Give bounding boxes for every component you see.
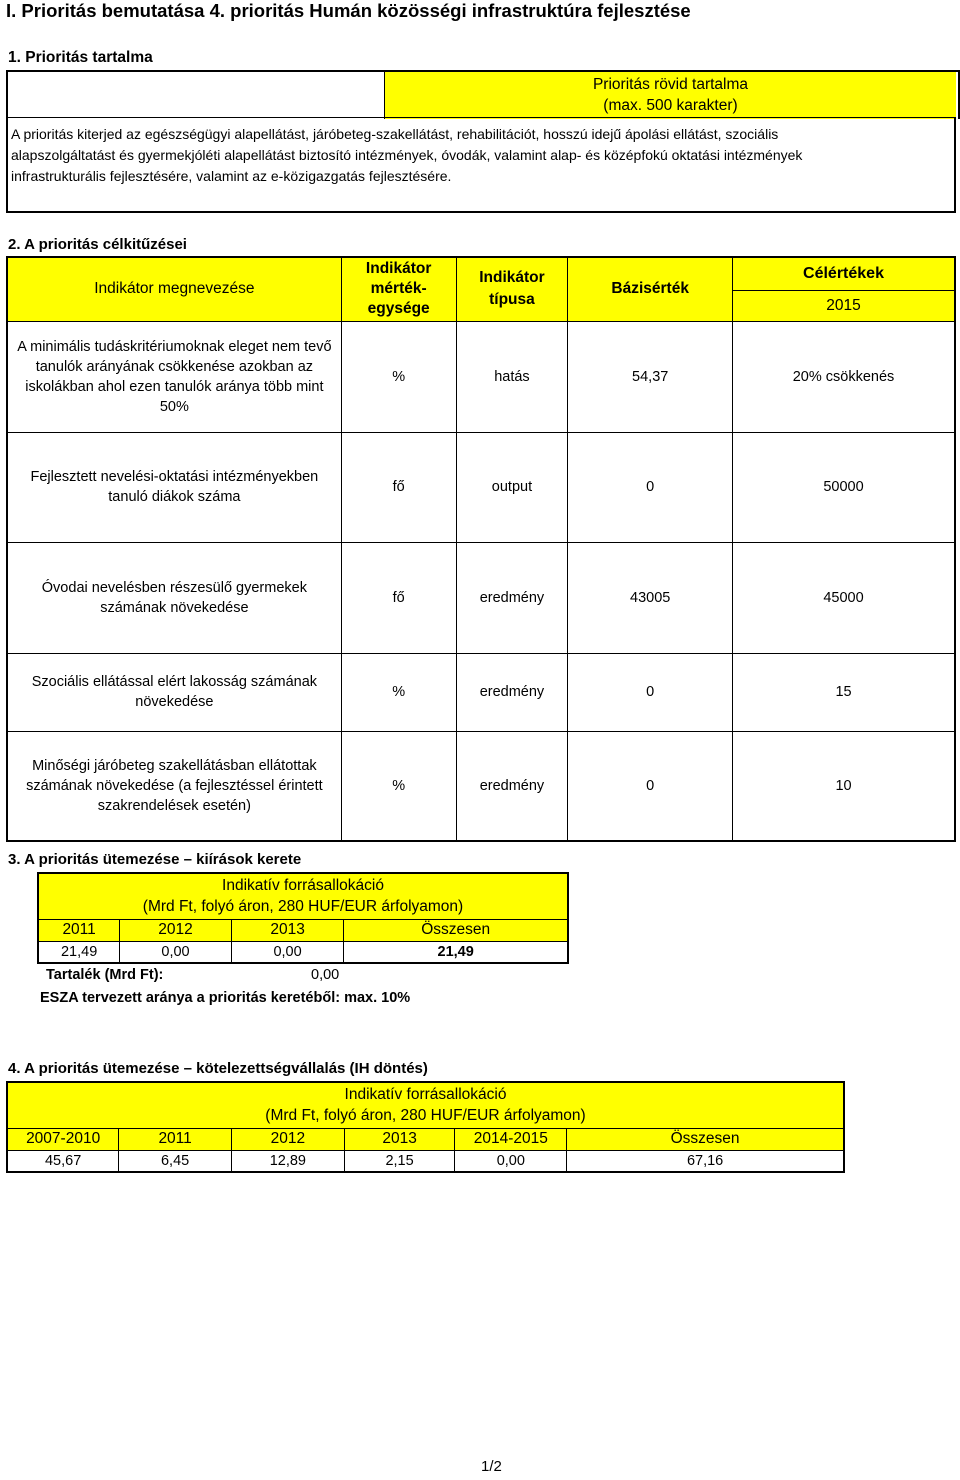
header-type-line1: Indikátor	[479, 269, 545, 287]
section1-box-header	[6, 70, 960, 119]
page-number: 1/2	[481, 1458, 502, 1475]
header-indicator-unit	[341, 257, 456, 321]
indicator-target: 15	[733, 653, 955, 731]
value-cell: 21,49	[38, 941, 120, 963]
indicator-base: 43005	[568, 542, 733, 653]
year-cell: 2007-2010	[7, 1128, 119, 1150]
header-unit-line2: mérték-	[370, 280, 427, 298]
section1-box-title-line2: (max. 500 karakter)	[603, 97, 738, 114]
table-row	[7, 653, 955, 731]
reserve-value: 0,00	[311, 967, 340, 983]
header-base-value: Bázisérték	[568, 257, 733, 321]
header-target-year: 2015	[733, 290, 955, 321]
allocation-title	[38, 873, 568, 919]
table-row	[7, 432, 955, 542]
indicator-name: Minőségi járóbeteg szakellátásban ellátottak számának növekedése (a fejlesztéssel érintett szakrendelések esetén)	[7, 731, 341, 841]
commitment-title-line1: Indikatív forrásallokáció	[344, 1086, 507, 1104]
year-cell: 2012	[120, 919, 232, 941]
commitment-title-row	[7, 1082, 844, 1128]
total-value-cell: 21,49	[344, 941, 568, 963]
section1-content-line: infrastrukturális fejlesztésére, valamint az e-közigazgatás fejlesztésére.	[11, 168, 452, 184]
section2-heading: 2. A prioritás célkitűzései	[8, 236, 187, 253]
section1-box-title-line1: Prioritás rövid tartalma	[592, 76, 749, 93]
section3-heading: 3. A prioritás ütemezése – kiírások kerete	[8, 851, 302, 868]
objectives-table	[6, 256, 956, 842]
year-cell: Összesen	[567, 1128, 844, 1150]
year-cell: 2014-2015	[455, 1128, 567, 1150]
value-cell: 12,89	[231, 1150, 344, 1172]
indicator-target: 10	[733, 731, 955, 841]
allocation-title-row	[38, 873, 568, 919]
table-row	[7, 731, 955, 841]
indicator-type: eredmény	[456, 542, 568, 653]
header-target-values: Célértékek	[733, 257, 955, 290]
year-cell: 2012	[231, 1128, 344, 1150]
indicator-target: 20% csökkenés	[733, 321, 955, 432]
commitment-years-row	[7, 1128, 844, 1150]
indicator-unit: %	[341, 321, 456, 432]
header-type-line2: típusa	[489, 291, 535, 309]
allocation-values-row	[38, 941, 568, 963]
header-indicator-type	[456, 257, 568, 321]
year-cell: 2011	[38, 919, 120, 941]
indicator-target: 50000	[733, 432, 955, 542]
table-row	[7, 542, 955, 653]
reserve-label: Tartalék (Mrd Ft):	[46, 967, 164, 983]
header-indicator-name: Indikátor megnevezése	[7, 257, 341, 321]
section4-heading: 4. A prioritás ütemezése – kötelezettségvállalás (IH döntés)	[8, 1060, 428, 1077]
allocation-title-line1: Indikatív forrásallokáció	[222, 877, 384, 895]
value-cell: 45,67	[7, 1150, 119, 1172]
section1-content	[6, 117, 956, 213]
commitment-title-line2: (Mrd Ft, folyó áron, 280 HUF/EUR árfolyamon)	[265, 1107, 586, 1125]
section1-heading: 1. Prioritás tartalma	[8, 49, 153, 66]
value-cell: 0,00	[231, 941, 344, 963]
indicator-unit: %	[341, 653, 456, 731]
indicator-unit: %	[341, 731, 456, 841]
indicator-unit: fő	[341, 542, 456, 653]
indicator-base: 0	[568, 653, 733, 731]
header-unit-line3: egysége	[367, 300, 430, 318]
section1-box-title	[384, 72, 956, 119]
objectives-header-row	[7, 257, 955, 290]
esza-note: ESZA tervezett aránya a prioritás keretéből: max. 10%	[40, 990, 411, 1006]
year-cell: Összesen	[344, 919, 568, 941]
indicator-name: Óvodai nevelésben részesülő gyermekek számának növekedése	[7, 542, 341, 653]
indicator-type: eredmény	[456, 731, 568, 841]
indicator-base: 0	[568, 731, 733, 841]
value-cell: 6,45	[119, 1150, 232, 1172]
commitment-values-row	[7, 1150, 844, 1172]
year-cell: 2013	[231, 919, 344, 941]
indicator-type: hatás	[456, 321, 568, 432]
indicator-base: 54,37	[568, 321, 733, 432]
indicator-name: A minimális tudáskritériumoknak eleget nem tevő tanulók arányának csökkenése azokban az iskolákban ahol ezen tanulók aránya több mint 50%	[7, 321, 341, 432]
indicator-name: Fejlesztett nevelési-oktatási intézményekben tanuló diákok száma	[7, 432, 341, 542]
indicator-type: eredmény	[456, 653, 568, 731]
year-cell: 2011	[119, 1128, 232, 1150]
header-unit-line1: Indikátor	[365, 260, 432, 278]
indicator-type: output	[456, 432, 568, 542]
value-cell: 2,15	[344, 1150, 455, 1172]
indicator-target: 45000	[733, 542, 955, 653]
table-row	[7, 321, 955, 432]
allocation-years-row	[38, 919, 568, 941]
year-cell: 2013	[344, 1128, 455, 1150]
commitment-title	[7, 1082, 844, 1128]
section1-content-line: A prioritás kiterjed az egészségügyi alapellátást, járóbeteg-szakellátást, rehabilitációt, hosszú idejű ápolási ellátást, szociális	[11, 126, 779, 142]
allocation-table-3	[37, 872, 569, 964]
value-cell: 0,00	[120, 941, 232, 963]
allocation-title-line2: (Mrd Ft, folyó áron, 280 HUF/EUR árfolyamon)	[142, 898, 464, 916]
section1-content-line: alapszolgáltatást és gyermekjóléti alapellátást biztosító intézmények, óvodák, valamint alap- és középfokú oktatási intézmények	[11, 147, 803, 163]
indicator-base: 0	[568, 432, 733, 542]
page-title: I. Prioritás bemutatása 4. prioritás Humán közösségi infrastruktúra fejlesztése	[6, 0, 691, 21]
indicator-name: Szociális ellátással elért lakosság számának növekedése	[7, 653, 341, 731]
allocation-table-4	[6, 1081, 845, 1173]
value-cell: 67,16	[567, 1150, 844, 1172]
value-cell: 0,00	[455, 1150, 567, 1172]
indicator-unit: fő	[341, 432, 456, 542]
